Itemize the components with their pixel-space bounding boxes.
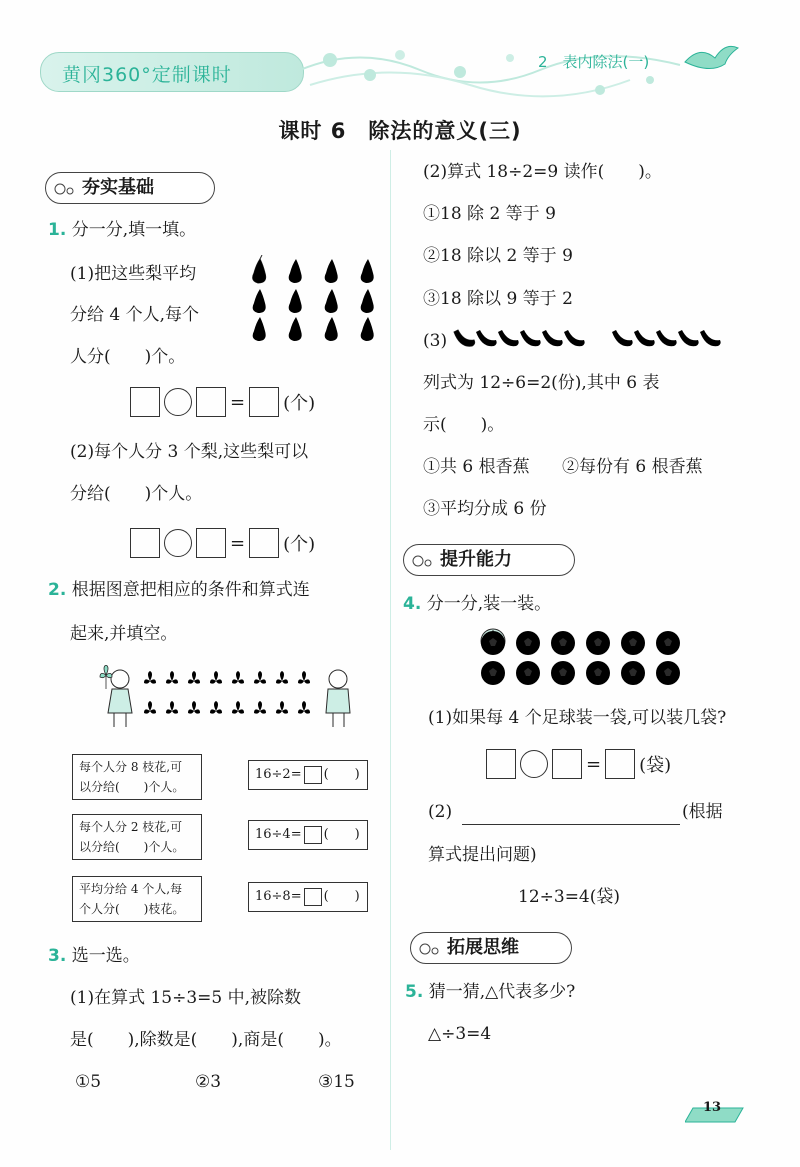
q3-p3-label: (3) — [423, 331, 448, 351]
q4-p2-answer-line[interactable] — [462, 824, 680, 825]
q2-condition-3[interactable]: 平均分给 4 个人,每 个人分( )枝花。 — [72, 876, 202, 922]
q3-p1-option-3[interactable]: ③15 — [318, 1072, 355, 1092]
pears-illustration — [248, 255, 383, 345]
q3-p3-option-3[interactable]: ③平均分成 6 份 — [423, 499, 547, 519]
q3-p1-line1: (1)在算式 15÷3=5 中,被除数 — [70, 988, 302, 1008]
answer-box[interactable] — [130, 387, 160, 417]
q3-p2-option-1[interactable]: ①18 除 2 等于 9 — [423, 204, 556, 224]
q3-p1-option-2[interactable]: ②3 — [195, 1072, 222, 1092]
flowers-illustration — [98, 665, 360, 735]
q3-p3-line3: 示( )。 — [423, 415, 505, 435]
q4-p2-label: (2) — [428, 802, 453, 822]
page-title: 课时 6 除法的意义(三) — [278, 119, 522, 143]
answer-box[interactable] — [249, 387, 279, 417]
q3-p3-line2: 列式为 12÷6=2(份),其中 6 表 — [423, 373, 660, 393]
q3-prompt: 3. 选一选。 — [48, 946, 140, 966]
header-decoration — [300, 40, 720, 100]
header-brand: 黄冈360°定制课时 — [62, 64, 232, 86]
answer-box[interactable] — [304, 826, 322, 844]
answer-box[interactable] — [486, 749, 516, 779]
q4-equation: = (袋) — [486, 749, 671, 779]
answer-box[interactable] — [196, 387, 226, 417]
q4-prompt: 4. 分一分,装一装。 — [403, 594, 552, 614]
answer-box[interactable] — [304, 888, 322, 906]
q3-p1-line2: 是( ),除数是( ),商是( )。 — [70, 1030, 342, 1050]
q3-p1-option-1[interactable]: ①5 — [75, 1072, 102, 1092]
q2-equation-3[interactable]: 16÷8= ( ) — [248, 882, 368, 912]
q3-p2-option-2[interactable]: ②18 除以 2 等于 9 — [423, 246, 573, 266]
q2-prompt-line1: 2. 根据图意把相应的条件和算式连 — [48, 580, 310, 600]
q1-equation-1: = (个) — [130, 387, 315, 417]
q2-condition-2[interactable]: 每个人分 2 枝花,可 以分给( )个人。 — [72, 814, 202, 860]
answer-box[interactable] — [304, 766, 322, 784]
q1-prompt: 1. 分一分,填一填。 — [48, 220, 197, 240]
answer-box[interactable] — [196, 528, 226, 558]
section-badge-improve: 提升能力 — [403, 544, 575, 576]
q3-p2-line1: (2)算式 18÷2=9 读作( )。 — [423, 162, 662, 182]
operator-circle[interactable] — [520, 750, 548, 778]
q2-condition-1[interactable]: 每个人分 8 枝花,可 以分给( )个人。 — [72, 754, 202, 800]
bubble-icon — [54, 181, 76, 195]
q5-equation: △÷3=4 — [428, 1024, 492, 1044]
q1-p1-line1: (1)把这些梨平均 — [70, 264, 197, 284]
q1-p2-line1: (2)每个人分 3 个梨,这些梨可以 — [70, 442, 309, 462]
q1-p2-line2: 分给( )个人。 — [70, 484, 203, 504]
q1-p1-line2: 分给 4 个人,每个 — [70, 305, 200, 325]
answer-box[interactable] — [249, 528, 279, 558]
q5-prompt: 5. 猜一猜,△代表多少? — [405, 982, 576, 1002]
q2-equation-2[interactable]: 16÷4= ( ) — [248, 820, 368, 850]
q1-equation-2: = (个) — [130, 528, 315, 558]
operator-circle[interactable] — [164, 529, 192, 557]
page-number: 13 — [703, 1100, 722, 1115]
q4-p2-line2: 算式提出问题) — [428, 845, 537, 865]
answer-box[interactable] — [130, 528, 160, 558]
column-divider — [390, 150, 391, 1150]
soccer-balls-illustration — [480, 628, 690, 690]
answer-box[interactable] — [552, 749, 582, 779]
bananas-illustration — [452, 326, 732, 354]
bird-icon — [680, 40, 740, 76]
q3-p3-option-2[interactable]: ②每份有 6 根香蕉 — [562, 457, 703, 477]
q3-p2-option-3[interactable]: ③18 除以 9 等于 2 — [423, 289, 573, 309]
operator-circle[interactable] — [164, 388, 192, 416]
q2-equation-1[interactable]: 16÷2= ( ) — [248, 760, 368, 790]
q4-p1: (1)如果每 4 个足球装一袋,可以装几袋? — [428, 708, 727, 728]
bubble-icon — [412, 553, 434, 567]
q4-p2-equation: 12÷3=4(袋) — [518, 887, 621, 907]
q2-prompt-line2: 起来,并填空。 — [70, 624, 178, 644]
answer-box[interactable] — [605, 749, 635, 779]
section-badge-basic: 夯实基础 — [45, 172, 215, 204]
section-badge-expand: 拓展思维 — [410, 932, 572, 964]
q1-p1-line3: 人分( )个。 — [70, 347, 186, 367]
q3-p3-option-1[interactable]: ①共 6 根香蕉 — [423, 457, 530, 477]
header-chapter: 2 表内除法(一) — [538, 53, 650, 71]
bubble-icon — [419, 941, 441, 955]
q4-p2-tail: (根据 — [682, 802, 723, 822]
